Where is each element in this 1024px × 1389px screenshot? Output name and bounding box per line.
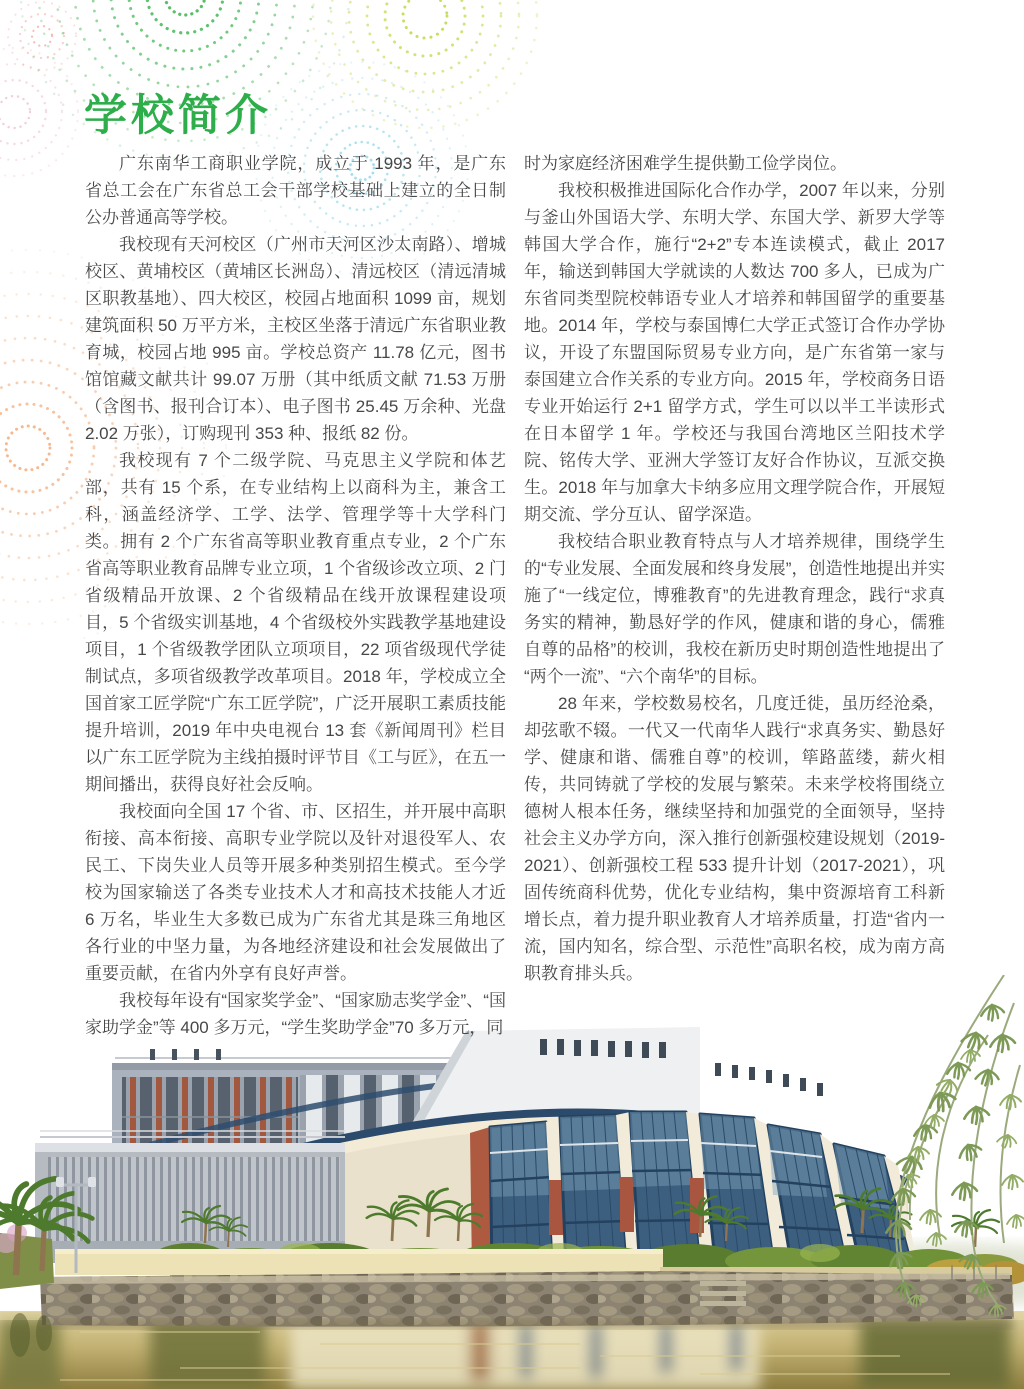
intro-right-column bbox=[524, 150, 945, 987]
paragraph: 我校每年设有“国家奖学金”、“国家励志奖学金”、“国家助学金”等 400 多万元，“学生奖助学金”70 多万元，同 bbox=[85, 991, 506, 1037]
paragraph: 我校积极推进国际化合作办学，2007 年以来，分别与釜山外国语大学、东明大学、东国大学、新罗大学等韩国大学合作，施行“2+2”专本连读模式，截止 2017 年，输送到韩国大学就读的人数达 700 多人，已成为广东省同类型院校韩语专业人才培养和韩国留学的重要基地。2014 年，学校与泰国博仁大学正式签订合作办学协议，开设了东盟国际贸易专业方向，是广东省第一家与泰国建立合作关系的专业方向。2015 年，学校商务日语专业开始运行 2+1 留学方式，学生可以以半工半读形式在日本留学 1 年。学校还与我国台湾地区兰阳技术学院、铭传大学、亚洲大学签订友好合作协议，互派交换生。2018 年与加拿大卡纳多应用文理学院合作，开展短期交流、学分互认、留学深造。 bbox=[524, 181, 945, 524]
page-title: 学校简介 bbox=[84, 92, 272, 140]
intro-left-column bbox=[85, 150, 506, 1041]
paragraph: 我校现有 7 个二级学院、马克思主义学院和体艺部，共有 15 个系，在专业结构上以商科为主，兼含工科，涵盖经济学、工学、法学、管理学等十大学科门类。拥有 2 个广东省高等职业教育重点专业，2 个广东省高等职业教育品牌专业立项，1 个省级诊改立项、2 门省级精品开放课、2 个省级精品在线开放课程建设项目，5 个省级实训基地，4 个省级校外实践教学基地建设项目，1 个省级教学团队立项项目，22 项省级现代学徒制试点，多项省级教学改革项目。2018 年，学校成立全国首家工匠学院“广东工匠学院”，广泛开展职工素质技能提升培训，2019 年中央电视台 13 套《新闻周刊》栏目以广东工匠学院为主线拍摄时评节目《工与匠》，在五一期间播出，获得良好社会反响。 bbox=[85, 451, 506, 794]
paragraph: 广东南华工商职业学院，成立于 1993 年，是广东省总工会在广东省总工会干部学校基础上建立的全日制公办普通高等学校。 bbox=[85, 154, 506, 227]
paragraph: 我校结合职业教育特点与人才培养规律，围绕学生的“专业发展、全面发展和终身发展”，创造性地提出并实施了“一线定位，博雅教育”的先进教育理念，践行“求真务实的精神，勤恳好学的作风，健康和谐的身心，儒雅自尊的品格”的校训，我校在新历史时期创造性地提出了“两个一流”、“六个南华”的目标。 bbox=[524, 532, 945, 686]
paragraph: 28 年来，学校数易校名，几度迁徙，虽历经沧桑，却弦歌不辍。一代又一代南华人践行“求真务实、勤恳好学、健康和谐、儒雅自尊”的校训，筚路蓝缕，薪火相传，共同铸就了学校的发展与繁荣。未来学校将围绕立德树人根本任务，继续坚持和加强党的全面领导，坚持社会主义办学方向，深入推行创新强校建设规划（2019-2021）、创新强校工程 533 提升计划（2017-2021），巩固传统商科优势，优化专业结构，集中资源培育工科新增长点，着力提升职业教育人才培养质量，打造“省内一流，国内知名，综合型、示范性”高职名校，成为南方高职教育排头兵。 bbox=[524, 694, 945, 983]
paragraph: 时为家庭经济困难学生提供勤工俭学岗位。 bbox=[524, 154, 847, 173]
paragraph: 我校面向全国 17 个省、市、区招生，并开展中高职衔接、高本衔接、高职专业学院以及针对退役军人、农民工、下岗失业人员等开展多种类别招生模式。至今学校为国家输送了各类专业技术人才和高技术技能人才近 6 万名，毕业生大多数已成为广东省尤其是珠三角地区各行业的中坚力量，为各地经济建设和社会发展做出了重要贡献，在省内外享有良好声誉。 bbox=[85, 802, 506, 983]
paragraph: 我校现有天河校区（广州市天河区沙太南路）、增城校区、黄埔校区（黄埔区长洲岛）、清远校区（清远清城区职教基地）、四大校区，校园占地面积 1099 亩，规划建筑面积 50 万平方米，主校区坐落于清远广东省职业教育城，校园占地 995 亩。学校总资产 11.78 亿元，图书馆馆藏文献共计 99.07 万册（其中纸质文献 71.53 万册（含图书、报刊合订本）、电子图书 25.45 万余种、光盘 2.02 万张），订购现刊 353 种、报纸 82 份。 bbox=[85, 235, 506, 443]
